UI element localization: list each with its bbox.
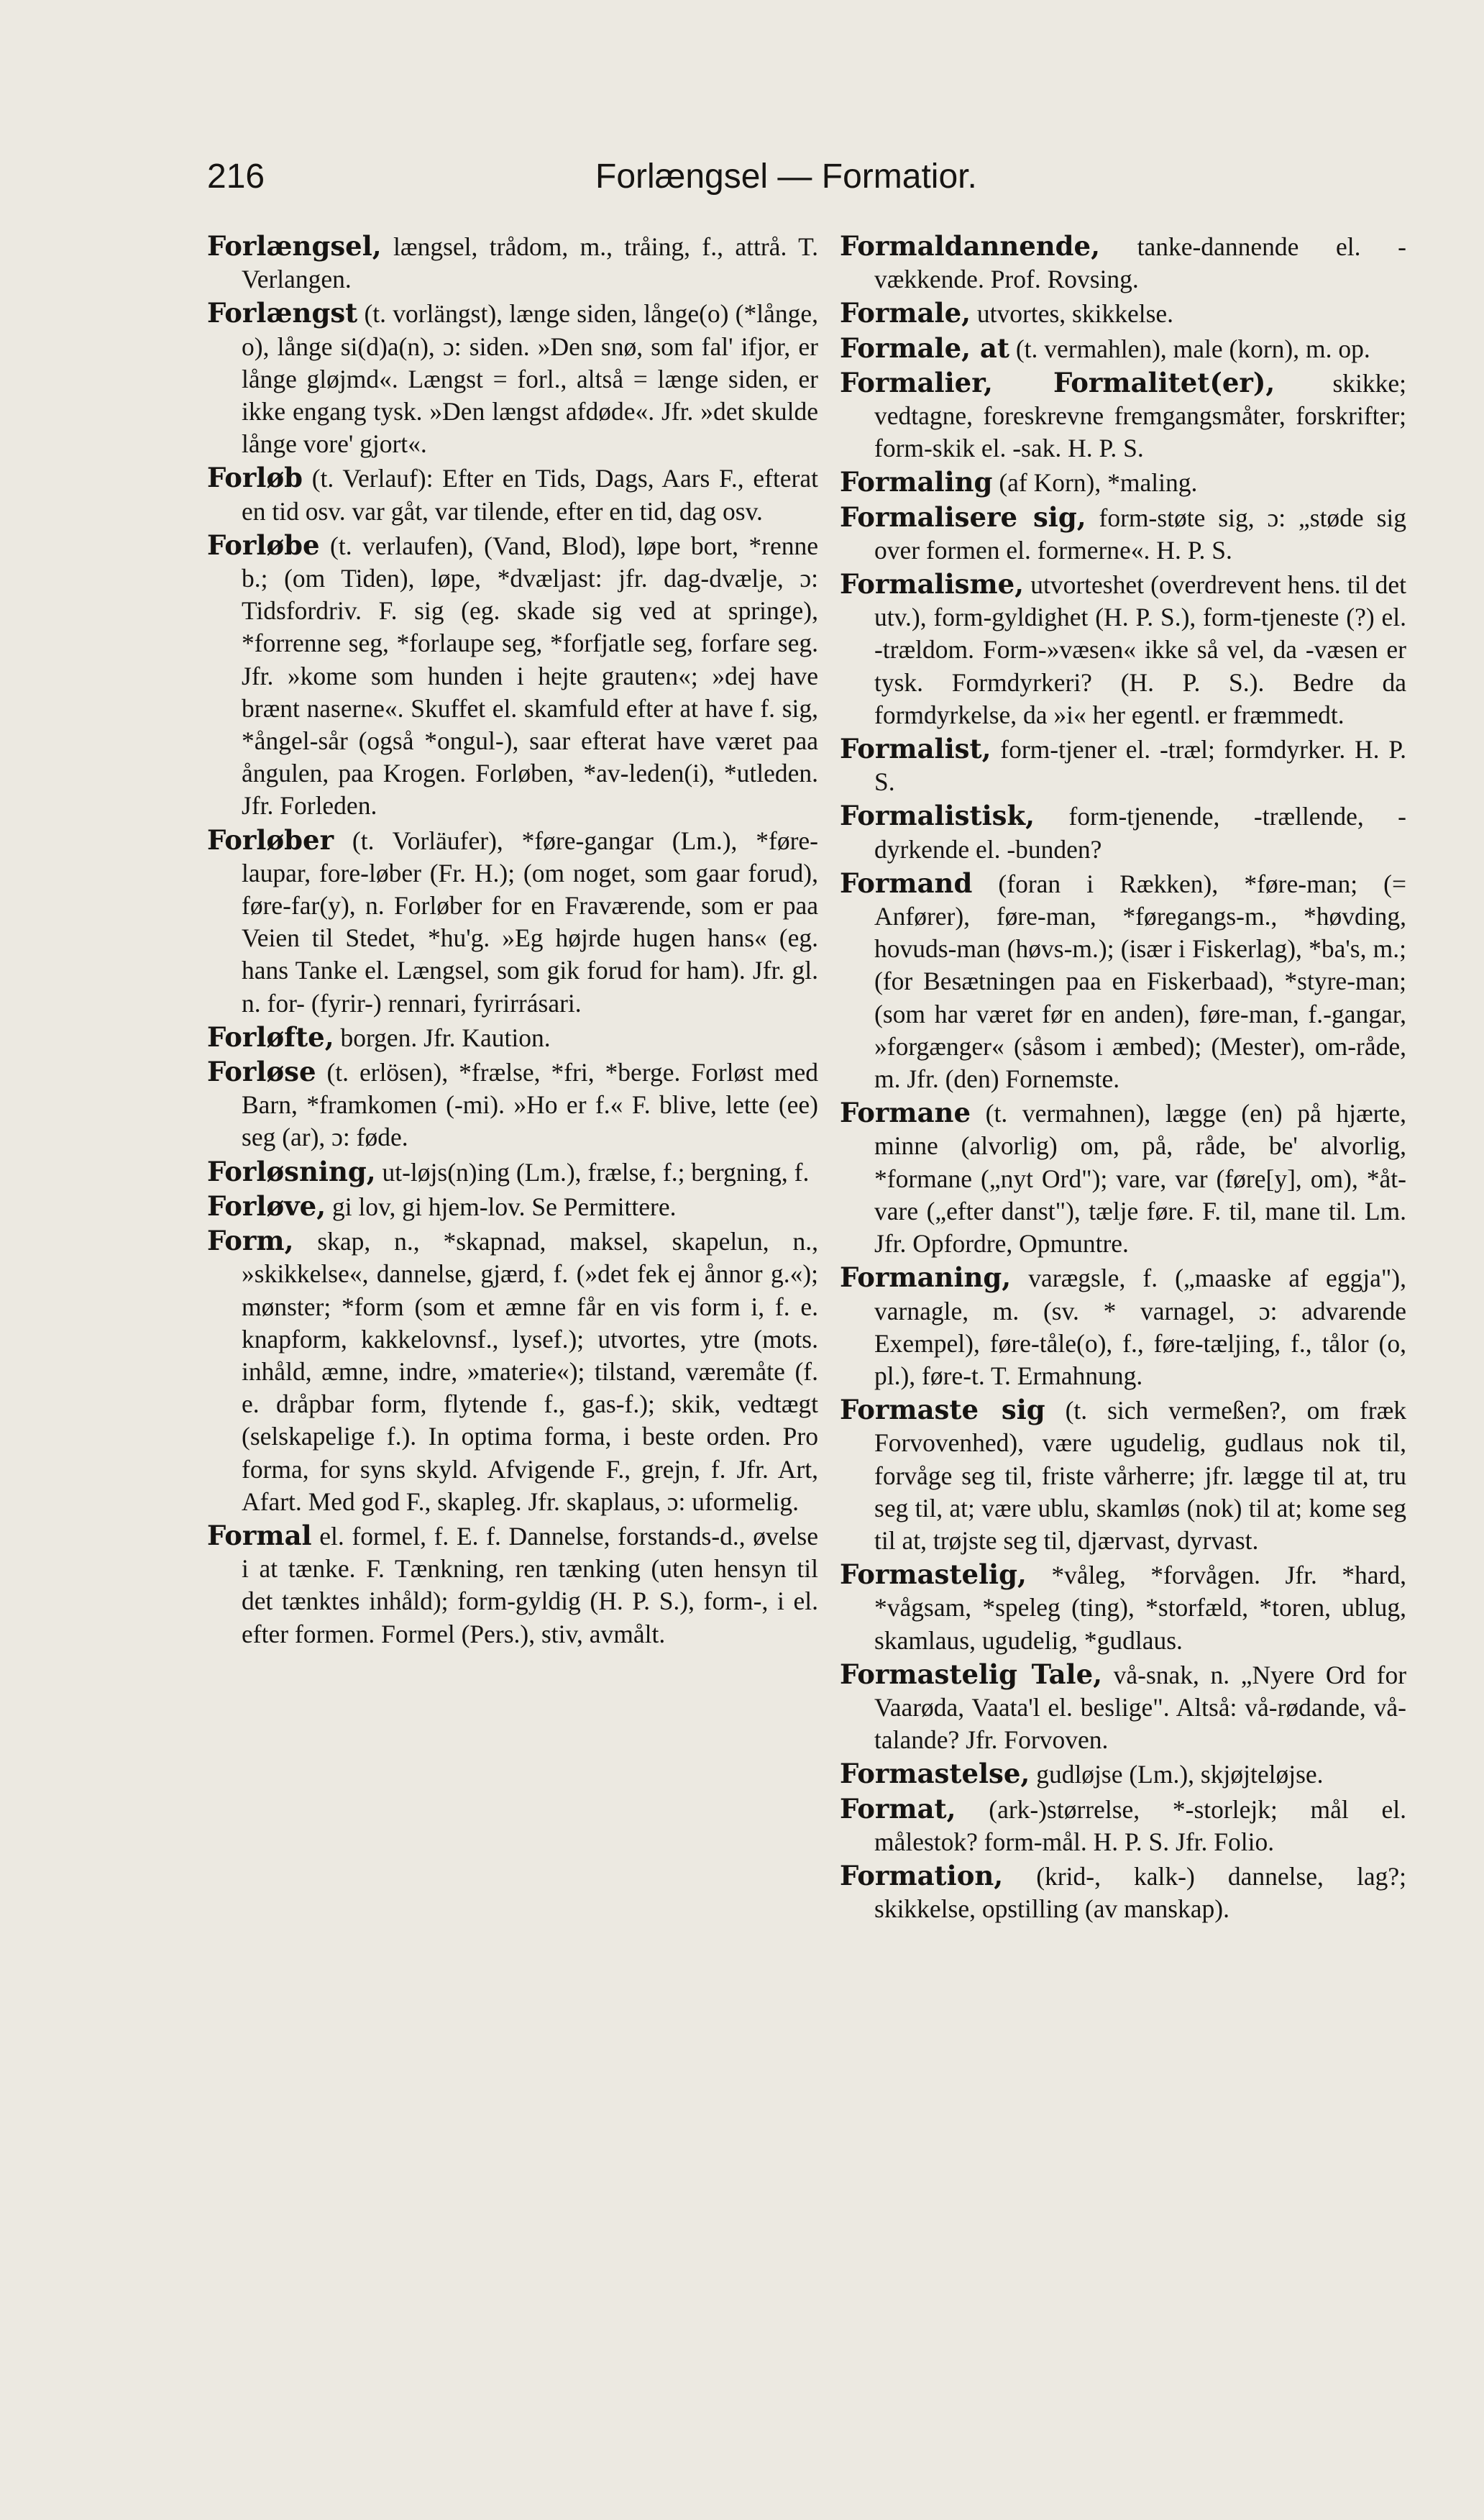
entry-headword: Formaldannende, (840, 230, 1100, 262)
entry-definition: form-tjenende, -trællende, -dyrkende el. -bunden? (874, 802, 1406, 864)
dictionary-entry (840, 1097, 1406, 1260)
dictionary-entry (207, 824, 818, 1020)
entry-headword: Format, (840, 1792, 956, 1825)
entry-definition: (t. vermahlen), male (korn), m. op. (1015, 334, 1370, 363)
dictionary-entry (207, 529, 818, 823)
entry-headword: Formalisme, (840, 568, 1025, 601)
entry-definition: skikke; vedtagne, foreskrevne fremgangsmåter, forskrifter; form-skik el. -sak. H. P. S. (874, 368, 1406, 463)
entry-headword: Formale, at (840, 332, 1009, 364)
entry-headword: Formastelig, (840, 1558, 1027, 1591)
dictionary-entry (840, 1261, 1406, 1392)
entry-definition: (af Korn), *maling. (999, 468, 1198, 498)
page-number: 216 (207, 158, 265, 196)
entry-headword: Formastelig Tale, (840, 1658, 1103, 1690)
entry-headword: Formaste sig (840, 1394, 1045, 1426)
entry-headword: Formalisere sig, (840, 501, 1086, 533)
entry-headword: Forløsning, (207, 1155, 376, 1187)
entry-definition: utvorteshet (overdrevent hens. til det utv.), form-gyldighet (H. P. S.), form-tjeneste (?) el. -trældom. Form-»væsen« ikke så vel, da -væsen er tysk. Formdyrkeri? (H. P. S.). Bedre da formdyrkelse, da »i« her egentl. er fræmmedt. (874, 570, 1406, 729)
entry-definition: (krid-, kalk-) dannelse, lag?; skikkelse, opstilling (av manskap). (874, 1861, 1406, 1924)
entry-headword: Formane (840, 1097, 971, 1129)
entry-headword: Forløse (207, 1056, 316, 1088)
dictionary-entry (840, 867, 1406, 1095)
page-header (207, 157, 1322, 207)
entry-definition: varægsle, f. („maaske af eggja"), varnagle, m. (sv. * varnagel, ɔ: advarende Exempel), føre-tåle(o), f., føre-tæljing, f., tålor (o, pl.), føre-t. T. Ermahnung. (874, 1264, 1407, 1390)
entry-definition: (t. Verlauf): Efter en Tids, Dags, Aars F., efterat en tid osv. var gåt, var tilende, efter en tid, dag osv. (242, 464, 819, 526)
entry-definition: utvortes, skikkelse. (976, 299, 1174, 329)
dictionary-entry (840, 230, 1406, 296)
entry-definition: *våleg, *forvågen. Jfr. *hard, *vågsam, *speleg (ting), *storfæld, *toren, ublug, skamlaus, ugudelig, *gudlaus. (874, 1561, 1406, 1655)
entry-headword: Forlængsel, (207, 230, 382, 262)
entry-headword: Formation, (840, 1859, 1004, 1891)
dictionary-entry (207, 1225, 818, 1518)
entry-headword: Formalistisk, (840, 800, 1035, 832)
right-column (840, 230, 1406, 1927)
dictionary-entry (207, 1056, 818, 1154)
entry-headword: Formaling (840, 466, 993, 498)
entry-definition: længsel, trådom, m., tråing, f., attrå. T. Verlangen. (242, 232, 818, 294)
entry-headword: Formand (840, 867, 973, 899)
entry-definition: (t. vermahnen), lægge (en) på hjærte, minne (alvorlig) om, på, råde, be' alvorlig, *formane („nyt Ord"); vare, var (føre[y], om), *åt-vare („efter danst"), tælje føre. F. til, mane til. Lm. Jfr. Opfordre, Opmuntre. (874, 1099, 1406, 1259)
entry-definition: ut-løjs(n)ing (Lm.), frælse, f.; bergning, f. (382, 1157, 810, 1187)
entry-definition: (t. verlaufen), (Vand, Blod), løpe bort, *renne b.; (om Tiden), løpe, *dvæljast: jfr. dag-dvælje, ɔ: Tidsfordriv. F. sig (eg. skade sig ved at springe), *forrenne seg, *forlaupe seg, *forfjatle seg, forfare seg. Jfr. »kome som hunden i hejte grauten«; »dej have brænt naserne«. Skuffet el. skamfuld efter at have f. sig, *ångel-sår (også *ongul-), saar efterat have været paa ångulen, paa Krogen. Forløben, *av-leden(i), *utleden. Jfr. Forleden. (242, 531, 819, 821)
entry-headword: Form, (207, 1225, 294, 1257)
dictionary-entry (207, 230, 818, 296)
entry-definition: (ark-)størrelse, *-storlejk; mål el. målestok? form-mål. H. P. S. Jfr. Folio. (874, 1794, 1407, 1856)
dictionary-entry (840, 1558, 1406, 1657)
dictionary-entry (840, 297, 1406, 330)
entry-definition: (t. Vorläufer), *føre-gangar (Lm.), *føre-laupar, fore-løber (Fr. H.); (om noget, som gaar forud), føre-far(y), n. Forløber for en Fraværende, som er paa Veien til Stedet, *hu'g. »Eg højrde hugen hans« (eg. hans Tanke el. Længsel, som gik forud for ham). Jfr. gl. n. for- (fyrir-) rennari, fyrirrásari. (242, 826, 818, 1018)
dictionary-entry (207, 1190, 818, 1223)
entry-headword: Forløve, (207, 1190, 326, 1222)
entry-definition: (t. vorlängst), længe siden, långe(o) (*långe, o), långe si(d)a(n), ɔ: siden. »Den snø, som fal' ifjor, er långe gløjmd«. Længst = forl., altså = længe siden, er ikke engang tysk. »Den længst afdøde«. Jfr. »det skulde långe vore' gjort«. (242, 299, 819, 459)
entry-headword: Formale, (840, 297, 971, 329)
dictionary-entry (840, 1758, 1406, 1791)
entry-headword: Forløber (207, 823, 334, 856)
entry-headword: Formal (207, 1519, 312, 1551)
dictionary-entry (207, 297, 818, 460)
dictionary-entry (840, 332, 1406, 365)
entry-headword: Formalist, (840, 733, 991, 765)
dictionary-entry (207, 462, 818, 527)
dictionary-entry (840, 1860, 1406, 1925)
entry-definition: borgen. Jfr. Kaution. (340, 1023, 551, 1052)
entry-definition: tanke-dannende el. -vækkende. Prof. Rovsing. (874, 232, 1406, 294)
entry-definition: gi lov, gi hjem-lov. Se Permittere. (331, 1192, 677, 1221)
dictionary-entry (207, 1520, 818, 1651)
entry-definition: (t. erlösen), *frælse, *fri, *berge. Forløst med Barn, *framkomen (-mi). »Ho er f.« F. blive, lette (ee) seg (ar), ɔ: føde. (242, 1058, 819, 1152)
entry-headword: Forlængst (207, 297, 358, 329)
entry-definition: form-tjener el. -træl; formdyrker. H. P. S. (874, 735, 1406, 797)
entry-headword: Formalier, Formalitet(er), (840, 366, 1275, 398)
left-column (207, 230, 818, 1652)
dictionary-entry (840, 568, 1406, 731)
dictionary-entry (207, 1021, 818, 1054)
entry-headword: Formaning, (840, 1261, 1012, 1294)
dictionary-entry (840, 466, 1406, 499)
entry-headword: Formastelse, (840, 1758, 1030, 1790)
entry-definition: gudløjse (Lm.), skjøjteløjse. (1036, 1760, 1324, 1789)
dictionary-entry (840, 1394, 1406, 1557)
entry-definition: el. formel, f. E. f. Dannelse, forstands-d., øvelse i at tænke. F. Tænkning, ren tænking (uten hensyn til det tænktes inhåld); form-gyldig (H. P. S.), form-, i el. efter formen. Formel (Pers.), stiv, avmålt. (242, 1521, 818, 1648)
dictionary-entry (840, 1793, 1406, 1858)
dictionary-entry (840, 501, 1406, 567)
entry-definition: vå-snak, n. „Nyere Ord for Vaarøda, Vaata'l el. beslige". Altså: vå-rødande, vå-talande? Jfr. Forvoven. (874, 1660, 1407, 1755)
entry-definition: (t. sich vermeßen?, om fræk Forvovenhed), være ugudelig, gudlaus nok til, forvåge seg til, friste vårherre; jfr. lægge til at, tru seg til, at; være ublu, skamløs (nok) til at; kome seg til at, trøjste seg til, djærvast, dyrvast. (874, 1396, 1407, 1555)
dictionary-entry (840, 800, 1406, 865)
dictionary-entry (840, 1658, 1406, 1757)
entry-headword: Forløb (207, 462, 303, 494)
entry-definition: skap, n., *skapnad, maksel, skapelun, n., »skikkelse«, dannelse, gjærd, f. (»det fek ej ånnor g.«); mønster; *form (som et æmne får en vis form i, f. e. knapform, kakkelovnsf., lysef.); utvortes, ytre (mots. inhåld, æmne, indre, »materie«); tilstand, væremåte (f. e. dråpbar form, flytende f., gas-f.); skik, vedtægt (selskapelige f.). In optima forma, i beste orden. Pro forma, for syns skyld. Afvigende F., grejn, f. Jfr. Art, Afart. Med god F., skapleg. Jfr. skaplaus, ɔ: uformelig. (242, 1227, 818, 1516)
dictionary-entry (207, 1156, 818, 1189)
entry-headword: Forløbe (207, 529, 320, 561)
entry-definition: form-støte sig, ɔ: „støde sig over formen el. formerne«. H. P. S. (874, 503, 1407, 565)
running-head: Forlængsel — Formatior. (595, 158, 977, 196)
dictionary-entry (840, 367, 1406, 465)
entry-headword: Forløfte, (207, 1021, 334, 1053)
dictionary-entry (840, 733, 1406, 798)
entry-definition: (foran i Rækken), *føre-man; (= Anfører), føre-man, *føregangs-m., *høvding, hovuds-man (høvs-m.); (især i Fiskerlag), *ba's, m.; (for Besætningen paa en Fiskerbaad), *styre-man; (som har været før en anden), føre-man, f.-gangar, »forgænger« (såsom i æmbed); (Mester), om-råde, m. Jfr. (den) Fornemste. (874, 869, 1406, 1094)
